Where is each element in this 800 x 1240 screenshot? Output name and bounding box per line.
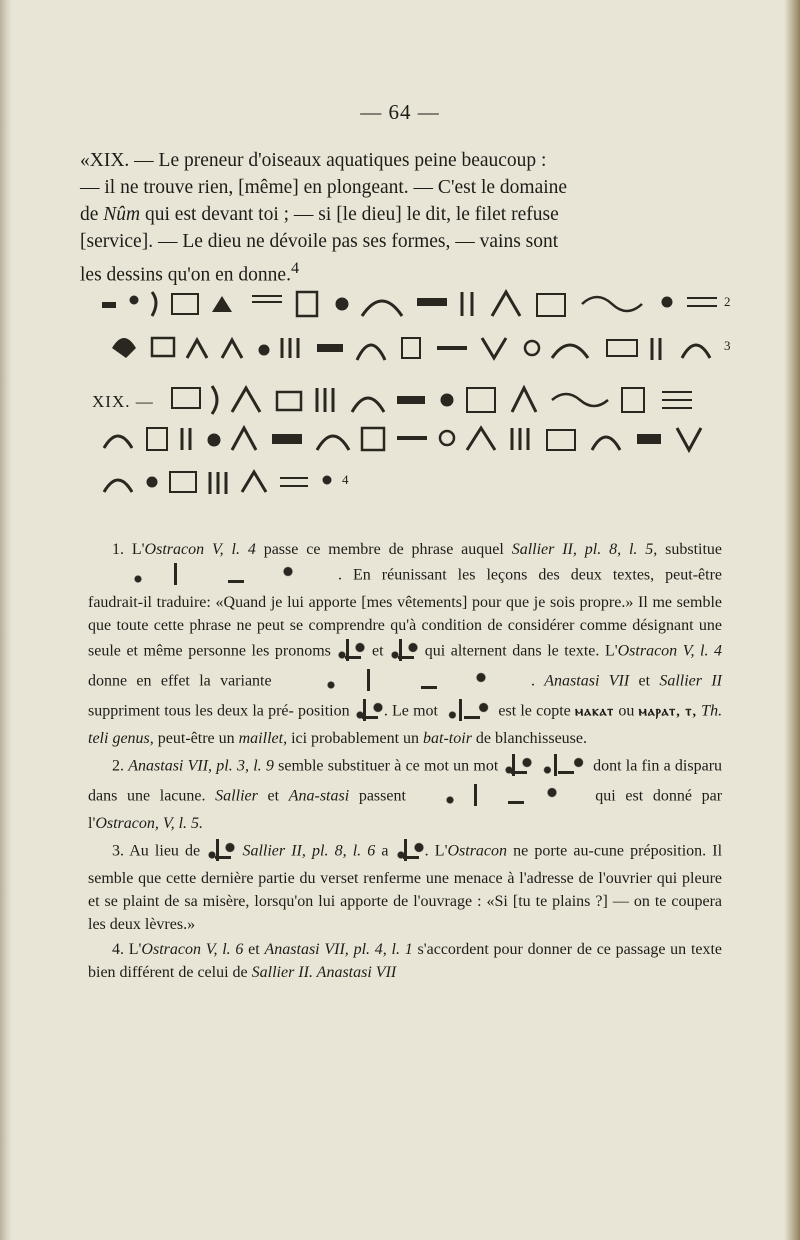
hieroglyph-preposition-icon bbox=[206, 837, 236, 867]
hieroglyph-pronoun-icon bbox=[389, 637, 419, 667]
main-translation-paragraph bbox=[80, 147, 720, 289]
hieroglyphic-transcription bbox=[92, 288, 742, 520]
footnote-1: 1. L'Ostracon V, l. 4 passe ce membre de phrase auquel Sallier II, pl. 8, l. 5, substitue . En réunissant les leçons des deux textes, peut-être faudrait-il traduire: «Quand je lui apporte [mes vêtements] pour que je sois propre.» Il me semble que toute cette phrase ne peut se comprendre qu'à condition de considérer comme désignant une seule et même personne les pronoms et qui alternent dans le texte. L'Ostracon V, l. 4 donne en effet la variante . Anastasi VII et Sallier II suppriment tous les deux la pré- position . Le mot est le copte ⲙⲁⲕⲁⲧ ou ⲙⲁⲣⲁⲧ, ⲧ, Th. teli genus, peut-être un maillet, ici probablement un bat-toir de blanchisseuse. bbox=[88, 541, 723, 747]
note-marker-2: 2 bbox=[724, 294, 731, 309]
scan-right-edge bbox=[784, 0, 800, 1240]
text-line: les dessins qu'on en donne.$^4$ bbox=[80, 259, 300, 286]
text-line: [service]. — Le dieu ne dévoile pas ses formes, — vains sont bbox=[80, 231, 559, 252]
note-marker-4: 4 bbox=[342, 472, 349, 487]
hieroglyph-group-icon bbox=[88, 561, 338, 591]
hieroglyph-preposition-icon bbox=[354, 697, 384, 727]
page-number: — 64 — bbox=[360, 100, 440, 124]
hieroglyph-rows-image bbox=[92, 288, 742, 520]
footnote-2: 2. Anastasi VII, pl. 3, l. 9 semble substituer à ce mot un mot dont la fin a disparu dans une lacune. Sallier et Ana-stasi passent qui est donné par l'Ostracon, V, l. 5. bbox=[88, 752, 722, 835]
hieroglyph-lacuna-icon bbox=[537, 752, 589, 782]
scan-left-edge bbox=[0, 0, 12, 1240]
section-label: XIX. — bbox=[92, 392, 154, 411]
footnote-4: 4. L'Ostracon V, l. 6 et Anastasi VII, pl. 4, l. 1 s'accordent pour donner de ce passage un texte bien différent de celui de Sallier II. Anastasi VII bbox=[88, 941, 723, 981]
footnote-3: 3. Au lieu de Sallier II, pl. 8, l. 6 a . L'Ostracon ne porte au-cune préposition. Il semble que cette dernière partie du verset renferme une menace à l'adresse de l'ouvrier qui pleure et se plaint de sa misère, lorsqu'on lui apporte de l'ouvrage : «Si [tu te plains ?] — on te coupera les deux lèvres.» bbox=[88, 837, 722, 936]
hieroglyph-word-icon bbox=[442, 697, 494, 727]
footnotes bbox=[88, 538, 722, 986]
text-line: «XIX. — Le preneur d'oiseaux aquatiques peine beaucoup : bbox=[80, 150, 547, 171]
text-line: de Nûm qui est devant toi ; — si [le dieu] le dit, le filet refuse bbox=[80, 204, 559, 225]
deity-name: Nûm bbox=[103, 204, 141, 225]
note-marker-3: 3 bbox=[724, 338, 731, 353]
hieroglyph-group-icon bbox=[416, 782, 586, 812]
footnote-ref: 4 bbox=[290, 259, 300, 277]
hieroglyph-word-icon bbox=[503, 752, 533, 782]
hieroglyph-preposition-icon bbox=[395, 837, 425, 867]
hieroglyph-variant-icon bbox=[281, 667, 531, 697]
hieroglyph-pronoun-icon bbox=[336, 637, 366, 667]
text-line: — il ne trouve rien, [même] en plongeant. — C'est le domaine bbox=[80, 177, 568, 198]
